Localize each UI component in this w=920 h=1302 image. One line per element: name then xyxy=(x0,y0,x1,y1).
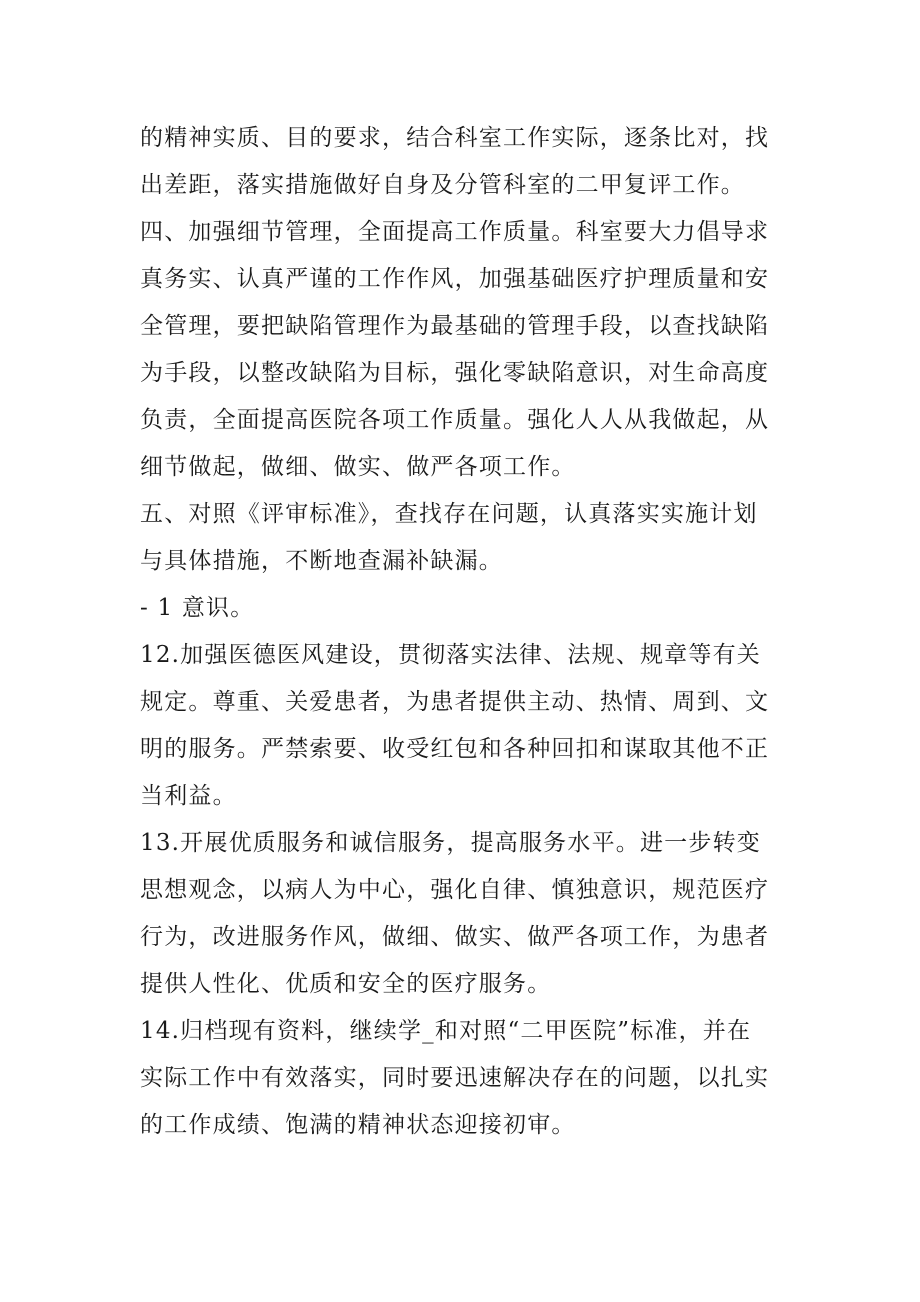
text-line: 明的服务。严禁索要、收受红包和各种回扣和谋取其他不正 xyxy=(140,736,770,762)
text-line: 五、对照《评审标准》，查找存在问题，认真落实实施计划 xyxy=(140,501,758,527)
text-line: 规定。尊重、关爱患者，为患者提供主动、热情、周到、文 xyxy=(140,689,770,715)
text-line: 全管理，要把缺陷管理作为最基础的管理手段，以查找缺陷 xyxy=(140,313,770,339)
text-line: 行为，改进服务作风，做细、做实、做严各项工作，为患者 xyxy=(140,924,770,950)
text-line: 实际工作中有效落实，同时要迅速解决存在的问题，以扎实 xyxy=(140,1065,770,1091)
text-line: 的精神实质、目的要求，结合科室工作实际，逐条比对，找 xyxy=(140,125,770,151)
text-line: 与具体措施，不断地查漏补缺漏。 xyxy=(140,548,503,574)
text-line: 负责，全面提高医院各项工作质量。强化人人从我做起，从 xyxy=(140,407,770,433)
text-line: 为手段，以整改缺陷为目标，强化零缺陷意识，对生命高度 xyxy=(140,360,770,386)
text-line: 的工作成绩、饱满的精神状态迎接初审。 xyxy=(140,1112,576,1138)
document-body xyxy=(140,115,785,1149)
text-line: 出差距，落实措施做好自身及分管科室的二甲复评工作。 xyxy=(140,172,745,198)
text-line: 12.加强医德医风建设，贯彻落实法律、法规、规章等有关 xyxy=(140,642,761,668)
text-line: 提供人性化、优质和安全的医疗服务。 xyxy=(140,971,552,997)
text-line: 四、加强细节管理，全面提高工作质量。科室要大力倡导求 xyxy=(140,219,770,245)
text-line: 13.开展优质服务和诚信服务，提高服务水平。进一步转变 xyxy=(140,830,761,856)
text-line: 14.归档现有资料，继续学_和对照“二甲医院”标准，并在 xyxy=(140,1018,752,1044)
text-line: - 1 意识。 xyxy=(140,595,255,621)
text-line: 细节做起，做细、做实、做严各项工作。 xyxy=(140,454,576,480)
text-line: 真务实、认真严谨的工作作风，加强基础医疗护理质量和安 xyxy=(140,266,770,292)
text-line: 当利益。 xyxy=(140,783,237,809)
text-line: 思想观念，以病人为中心，强化自律、慎独意识，规范医疗 xyxy=(140,877,770,903)
